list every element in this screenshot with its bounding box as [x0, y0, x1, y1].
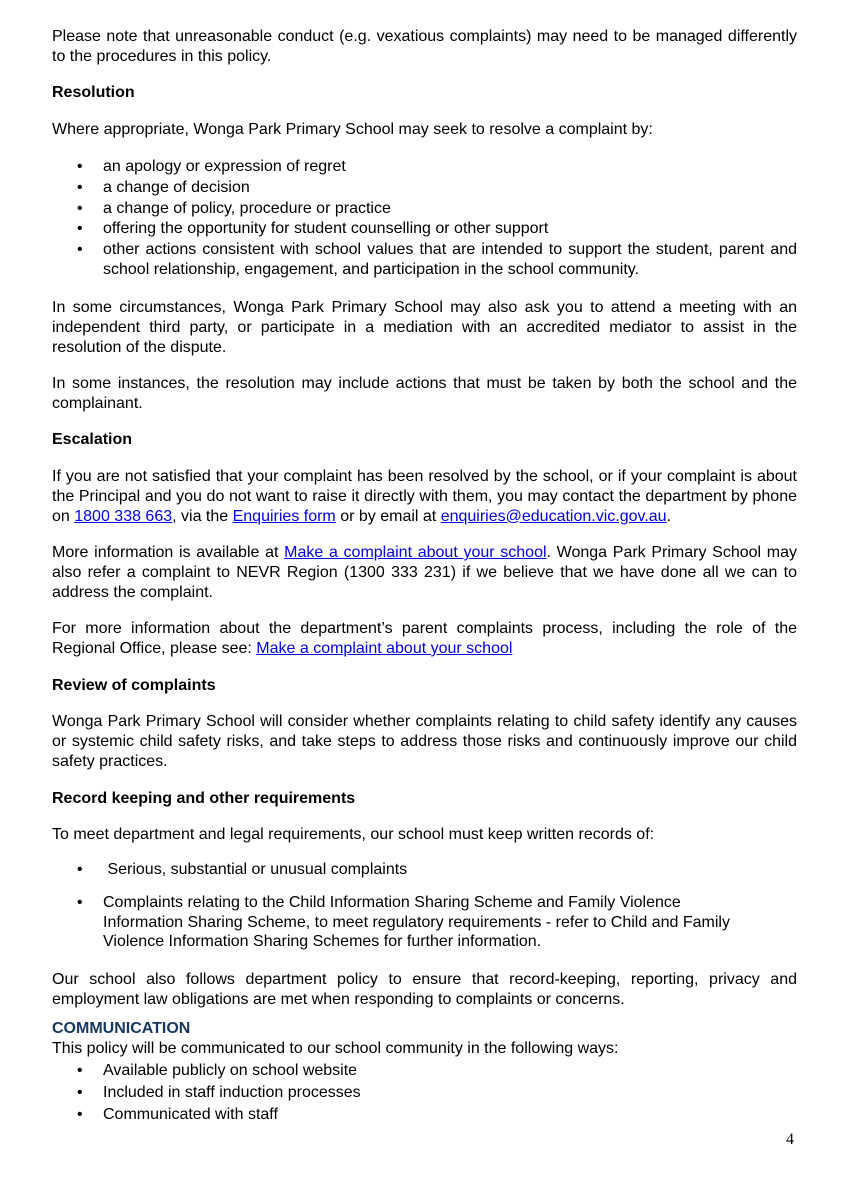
bullet-icon: • — [77, 1106, 83, 1123]
make-complaint-link[interactable]: Make a complaint about your school — [284, 544, 547, 561]
bullet-icon: • — [77, 241, 83, 259]
intro-paragraph: Please note that unreasonable conduct (e.g. vexatious complaints) may need to be managed differently to the procedures in this policy. — [52, 28, 797, 65]
bullet-icon: • — [77, 158, 83, 175]
records-list — [52, 860, 752, 952]
communication-lead: This policy will be communicated to our school community in the following ways: — [52, 1040, 619, 1057]
list-item: • Available publicly on school website — [52, 1060, 797, 1082]
records-lead: To meet department and legal requirements, our school must keep written records of: — [52, 826, 655, 843]
bullet-icon: • — [77, 178, 83, 196]
list-item: • offering the opportunity for student counselling or other support — [52, 219, 797, 240]
resolution-paragraph-1: In some circumstances, Wonga Park Primary School may also ask you to attend a meeting with an independent third party, or participate in a mediation with an accredited mediator to assist in the resolution of the dispute. — [52, 299, 797, 356]
review-paragraph: Wonga Park Primary School will consider whether complaints relating to child safety identify any causes or systemic child safety risks, and take steps to address those risks and continuously improve our child safety practices. — [52, 713, 797, 770]
escalation-heading: Escalation — [52, 431, 133, 448]
resolution-lead: Where appropriate, Wonga Park Primary School may seek to resolve a complaint by: — [52, 121, 653, 138]
escalation-paragraph-3: For more information about the department’s parent complaints process, including the role of the Regional Office, please see: Make a complaint about your school — [52, 620, 797, 657]
list-item: • other actions consistent with school values that are intended to support the student, parent and school relationship, engagement, and participation in the school community. — [77, 241, 797, 278]
list-item: • Communicated with staff — [52, 1104, 797, 1126]
review-heading: Review of complaints — [52, 677, 216, 694]
list-item: • Included in staff induction processes — [52, 1082, 797, 1104]
bullet-icon: • — [77, 199, 83, 217]
records-paragraph: Our school also follows department policy to ensure that record-keeping, reporting, privacy and employment law obligations are met when responding to complaints or concerns. — [52, 971, 797, 1008]
bullet-icon: • — [77, 893, 83, 911]
list-item: • a change of decision — [52, 178, 797, 199]
email-link[interactable]: enquiries@education.vic.gov.au — [440, 507, 667, 525]
enquiries-form-link[interactable]: Enquiries form — [232, 507, 336, 525]
resolution-paragraph-2: In some instances, the resolution may include actions that must be taken by both the school and the complainant. — [52, 375, 797, 412]
list-item: • an apology or expression of regret — [52, 157, 797, 178]
records-heading: Record keeping and other requirements — [52, 790, 356, 807]
escalation-paragraph-1: If you are not satisfied that your complaint has been resolved by the school, or if your complaint is about the Principal and you do not want to raise it directly with them, you may contact the department by phone on 1800 338 663, via the Enquiries form or by email at enquiries@education.vic.gov.au. — [52, 468, 797, 525]
escalation-paragraph-2: More information is available at Make a complaint about your school. Wonga Park Primary School may also refer a complaint to NEVR Region (1300 333 231) if we believe that we have done all we can to address the complaint. — [52, 544, 798, 601]
bullet-icon: • — [77, 1062, 83, 1079]
phone-link[interactable]: 1800 338 663 — [74, 507, 173, 525]
communication-list — [52, 1060, 797, 1126]
list-item: • a change of policy, procedure or practice — [52, 199, 797, 220]
communication-heading: COMMUNICATION — [52, 1020, 191, 1037]
list-item: • Serious, substantial or unusual complaints — [77, 861, 408, 878]
bullet-icon: • — [77, 220, 83, 238]
bullet-icon: • — [77, 861, 83, 878]
resolution-heading: Resolution — [52, 84, 135, 101]
resolution-list — [52, 157, 797, 280]
make-complaint-link-2[interactable]: Make a complaint about your school — [256, 639, 513, 657]
page-number: 4 — [786, 1131, 794, 1148]
bullet-icon: • — [77, 1084, 83, 1101]
list-item: • Complaints relating to the Child Information Sharing Scheme and Family Violence Information Sharing Scheme, to meet regulatory requirements - refer to Child and Family Violence Information Sharing Schemes for further information. — [77, 893, 730, 951]
